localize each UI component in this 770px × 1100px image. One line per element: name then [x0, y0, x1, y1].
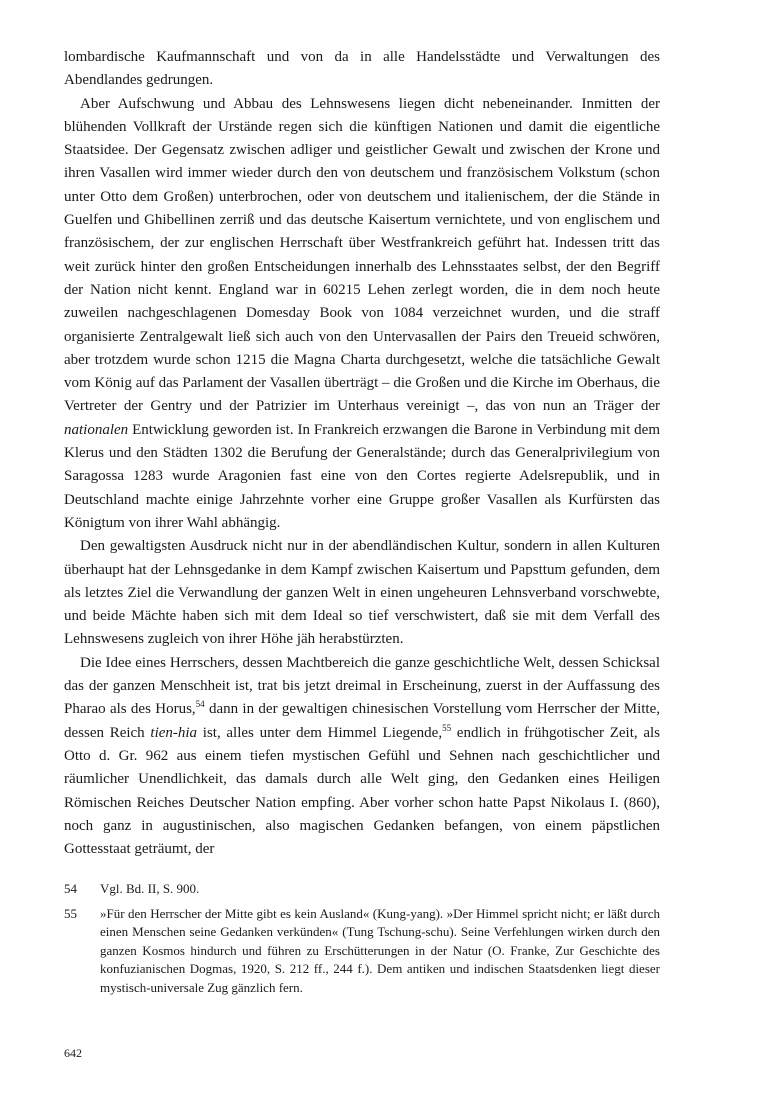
- paragraph-4: [64, 652, 660, 862]
- text-run: Die Idee eines Herrschers, dessen Machtbereich die ganze geschichtliche Welt, dessen Schicksal das der ganzen Menschheit ist, trat bis jetzt dreimal in Erscheinung, zuerst in der Auffassung des Pharao als des Horus,: [64, 654, 660, 718]
- text-run: Den gewaltigsten Ausdruck nicht nur in der abendländischen Kultur, sondern in allen Kulturen überhaupt hat der Lehnsgedanke in dem Kampf zwischen Kaisertum und Papsttum gefunden, dem als letztes Ziel die Verwandlung der ganzen Welt in einen ungeheuren Lehnsverband vorschwebte, und beide Mächte haben sich mit dem Ideal so tief verschwistert, daß sie mit dem Verfall des Lehnswesens zugleich von ihrer Höhe jäh herabstürzten.: [64, 538, 660, 648]
- page-body: [64, 46, 660, 861]
- footnote-55: [64, 905, 660, 998]
- footnote-text: »Für den Herrscher der Mitte gibt es kein Ausland« (Kung-yang). »Der Himmel spricht nicht; er läßt durch einen Menschen seine Gedanken verkünden« (Tung Tschung-schu). Seine Verfehlungen wirken durch den ganzen Kosmos hindurch und führen zu Erschütterungen in der Natur (O. Franke, Zur Geschichte des konfuzianischen Dogmas, 1920, S. 212 ff., 244 f.). Dem antiken und indischen Staatsdenken liegt dieser mystisch-universale Zug gänzlich fern.: [100, 905, 660, 995]
- page-number: 642: [64, 1046, 82, 1060]
- text-run: lombardische Kaufmannschaft und von da in alle Handelsstädte und Verwaltungen des Abendlandes gedrungen.: [64, 49, 660, 89]
- footnote-number: 55: [64, 905, 77, 921]
- footnote-ref-54: 54: [195, 699, 205, 710]
- text-run: dann in der gewaltigen chinesischen Vorstellung vom Herrscher der Mitte, dessen Reich: [64, 701, 660, 741]
- paragraph-1: [64, 46, 660, 93]
- footnote-number: 54: [64, 881, 77, 896]
- italic-term: nationalen: [64, 421, 129, 438]
- footnote-text: Vgl. Bd. II, S. 900.: [100, 881, 200, 896]
- paragraph-3: [64, 535, 660, 651]
- footnote-ref-55: 55: [442, 722, 452, 733]
- text-run: ist, alles unter dem Himmel Liegende,: [197, 724, 443, 741]
- footnotes-section: [64, 880, 660, 1004]
- footnote-54: [64, 880, 660, 899]
- text-run: Aber Aufschwung und Abbau des Lehnswesens liegen dicht nebeneinander. Inmitten der blühenden Vollkraft der Urstände regen sich die künftigen Nationen und damit die eigentliche Staatsidee. Der Gegensatz zwischen adliger und geistlicher Gewalt und zwischen der Krone und ihren Vasallen wird immer wieder durch den von deutschem und französischem Volkstum (schon unter Otto dem Großen) unterbrochen, oder von deutschem und italienischem, der die Stände in Guelfen und Ghibellinen zerriß und das deutsche Kaisertum vernichtete, und von englischem und französischem, der zur englischen Herrschaft über Westfrankreich geführt hat. Indessen tritt das weit zurück hinter den großen Entscheidungen innerhalb des Lehnsstaates selbst, der den Begriff der Nation nicht kennt. England war in 60215 Lehen zerlegt worden, die in dem noch heute zuweilen nachgeschlagenen Domesday Book von 1084 verzeichnet wurden, und die straff organisierte Zentralgewalt ließ sich auch von den Untervasallen der Pairs den Treueid schwören, aber trotzdem wurde schon 1215 die Magna Charta durchgesetzt, welche die tatsächliche Gewalt vom König auf das Parlament der Vasallen überträgt – die Großen und die Kirche im Oberhaus, die Vertreter der Gentry und der Patrizier im Unterhaus vereinigt –, das von nun an Träger der: [64, 95, 660, 415]
- italic-term: tien-hia: [150, 724, 198, 741]
- text-run: Entwicklung geworden ist. In Frankreich erzwangen die Barone in Verbindung mit dem Klerus und den Städten 1302 die Berufung der Generalstände; durch das Generalprivilegium von Saragossa 1283 wurde Aragonien fast eine von den Cortes regierte Adelsrepublik, und in Deutschland machte einige Jahrzehnte vorher eine Gruppe großer Vasallen als Kurfürsten das Königtum von ihrer Wahl abhängig.: [64, 421, 660, 531]
- text-run: endlich in frühgotischer Zeit, als Otto d. Gr. 962 aus einem tiefen mystischen Gefühl und Sehnen nach geschichtlicher und räumlicher Unendlichkeit, das damals durch alle Welt ging, den Gedanken eines Heiligen Römischen Reiches Deutscher Nation empfing. Aber vorher schon hatte Papst Nikolaus I. (860), noch ganz in augustinischen, also magischen Gedanken befangen, von einem päpstlichen Gottesstaat geträumt, der: [64, 724, 660, 858]
- main-text: [64, 46, 660, 861]
- paragraph-2: [64, 93, 660, 536]
